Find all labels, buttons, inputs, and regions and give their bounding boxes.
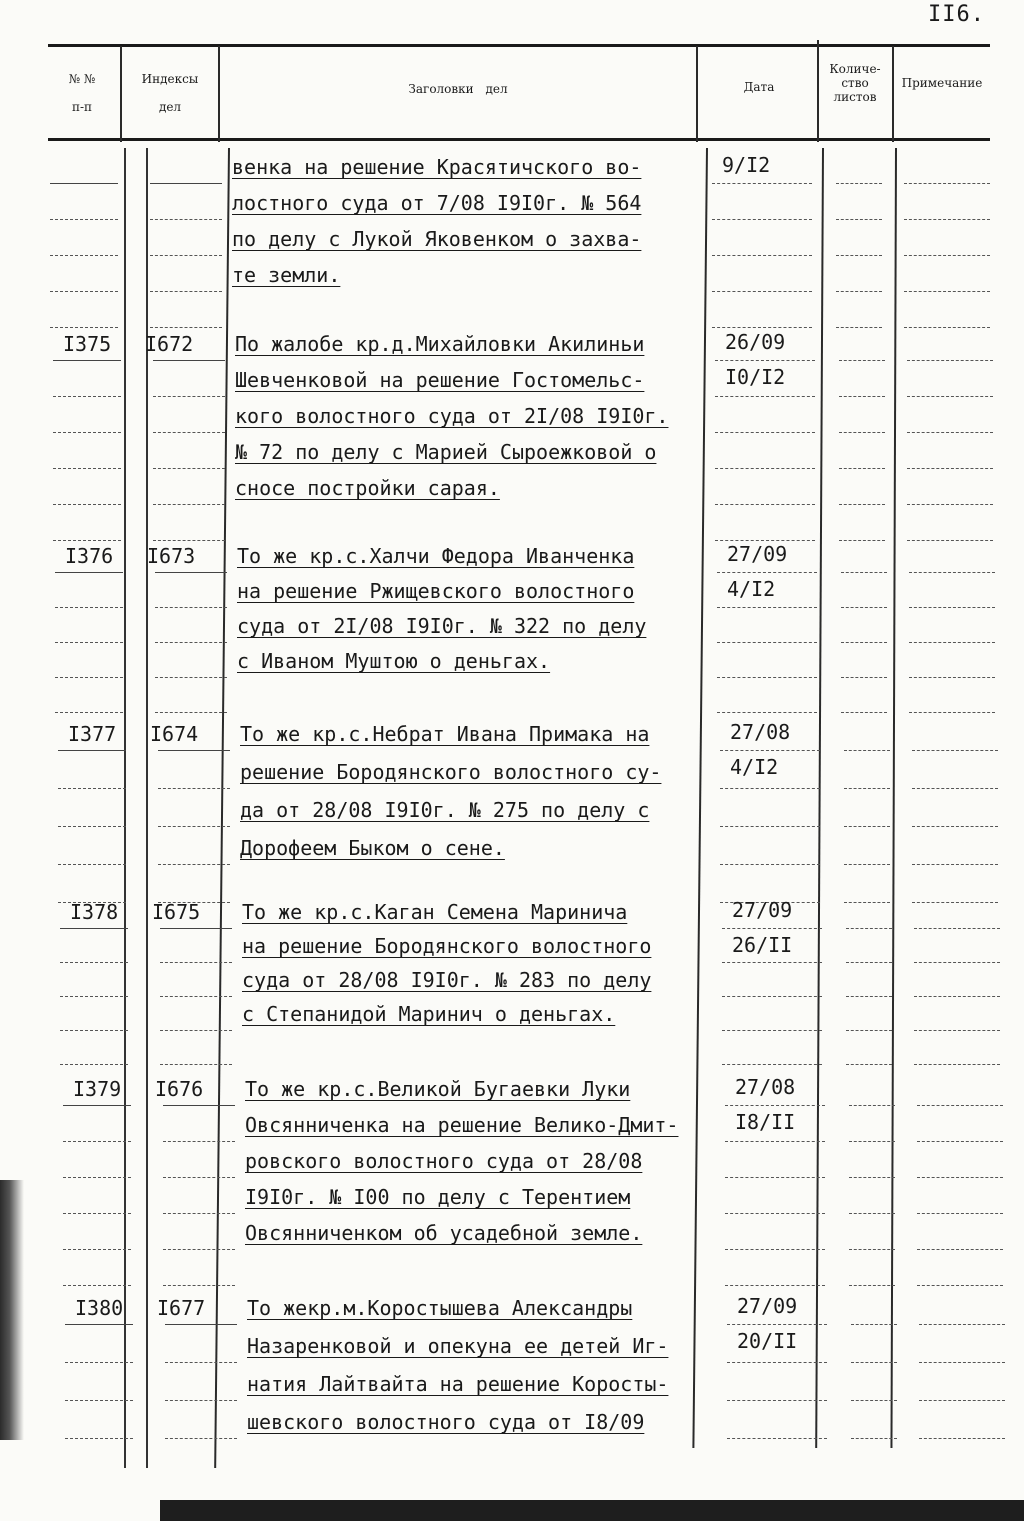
row-ruling <box>63 1249 131 1250</box>
row-ruling <box>849 1285 895 1286</box>
row-ruling <box>55 642 123 643</box>
row-ruling <box>165 1324 237 1325</box>
row-ruling <box>717 607 817 608</box>
header-col-count <box>818 62 892 104</box>
column-divider <box>120 46 122 142</box>
row-ruling <box>914 1064 1000 1065</box>
column-divider <box>815 148 824 1448</box>
row-ruling <box>919 1362 1005 1363</box>
row-ruling <box>155 572 227 573</box>
row-ruling <box>160 928 232 929</box>
column-divider <box>892 46 894 142</box>
row-ruling <box>904 183 990 184</box>
row-ruling <box>907 468 993 469</box>
row-ruling <box>53 396 121 397</box>
column-divider <box>218 46 220 142</box>
entry-title-line: Овсянниченка на решение Велико-Дмит- <box>245 1113 679 1137</box>
entry-title-line: кого волостного суда от 2I/08 I9I0г. <box>235 404 669 428</box>
row-ruling <box>60 996 128 997</box>
header-col-count-line1: Количе- <box>829 62 881 76</box>
row-ruling <box>63 1177 131 1178</box>
row-ruling <box>917 1177 1003 1178</box>
row-ruling <box>917 1105 1003 1106</box>
entry-title-line: То же кр.с.Каган Семена Маринича <box>242 900 628 924</box>
row-ruling <box>65 1438 133 1439</box>
row-ruling <box>722 962 822 963</box>
entry-title-line: Шевченковой на решение Гостомельс- <box>235 368 645 392</box>
row-ruling <box>914 928 1000 929</box>
entry-title-line: по делу с Лукой Яковенком о захва- <box>232 227 642 251</box>
row-ruling <box>839 432 885 433</box>
entry-index: I674 <box>150 722 199 746</box>
row-ruling <box>849 1105 895 1106</box>
column-divider <box>817 40 819 142</box>
row-ruling <box>153 504 225 505</box>
entry-title-line: с Иваном Муштою о деньгах. <box>237 649 551 673</box>
entry-number: I380 <box>75 1296 124 1320</box>
page-number: II6. <box>928 2 985 27</box>
row-ruling <box>836 183 882 184</box>
entry-title-line: № 72 по делу с Марией Сыроежковой о <box>235 440 657 464</box>
row-ruling <box>725 1249 825 1250</box>
row-ruling <box>717 642 817 643</box>
row-ruling <box>912 864 998 865</box>
scan-bottom-edge <box>160 1500 1024 1521</box>
row-ruling <box>63 1285 131 1286</box>
column-divider <box>696 46 698 142</box>
row-ruling <box>160 996 232 997</box>
row-ruling <box>55 572 123 573</box>
entry-title-line: То жекр.м.Коростышева Александры <box>247 1296 633 1320</box>
row-ruling <box>909 677 995 678</box>
row-ruling <box>715 540 815 541</box>
entry-title-line: Дорофеем Быком о сене. <box>240 836 505 860</box>
entry-title-line: I9I0г. № I00 по делу с Терентием <box>245 1185 631 1209</box>
entry-title-line: То же кр.с.Небрат Ивана Примака на <box>240 722 650 746</box>
row-ruling <box>155 642 227 643</box>
row-ruling <box>63 1141 131 1142</box>
row-ruling <box>60 1030 128 1031</box>
row-ruling <box>914 996 1000 997</box>
column-divider <box>692 148 708 1448</box>
entry-date: 27/08 <box>730 720 791 744</box>
row-ruling <box>712 219 812 220</box>
row-ruling <box>727 1400 827 1401</box>
header-top-rule <box>48 44 990 47</box>
row-ruling <box>907 396 993 397</box>
header-col-no-sub: п-п <box>71 100 93 114</box>
row-ruling <box>50 255 118 256</box>
row-ruling <box>904 291 990 292</box>
row-ruling <box>65 1324 133 1325</box>
row-ruling <box>65 1362 133 1363</box>
row-ruling <box>158 826 230 827</box>
row-ruling <box>717 677 817 678</box>
row-ruling <box>165 1438 237 1439</box>
row-ruling <box>844 902 890 903</box>
row-ruling <box>722 1064 822 1065</box>
header-col-index-label: Индексы <box>141 72 199 86</box>
entry-index: I672 <box>145 332 194 356</box>
row-ruling <box>919 1438 1005 1439</box>
entry-date: 26/II <box>732 933 793 957</box>
row-ruling <box>150 219 222 220</box>
entry-index: I673 <box>147 544 196 568</box>
row-ruling <box>55 607 123 608</box>
entry-number: I378 <box>70 900 119 924</box>
row-ruling <box>58 826 126 827</box>
row-ruling <box>712 327 812 328</box>
row-ruling <box>844 826 890 827</box>
row-ruling <box>715 468 815 469</box>
row-ruling <box>720 788 820 789</box>
row-ruling <box>155 607 227 608</box>
column-divider <box>124 148 126 1468</box>
entry-title-line: венка на решение Красятичского во- <box>232 155 642 179</box>
row-ruling <box>836 219 882 220</box>
entry-title-line: лостного суда от 7/08 I9I0г. № 564 <box>232 191 642 215</box>
row-ruling <box>725 1141 825 1142</box>
row-ruling <box>909 572 995 573</box>
row-ruling <box>851 1362 897 1363</box>
row-ruling <box>712 291 812 292</box>
row-ruling <box>722 1030 822 1031</box>
row-ruling <box>160 962 232 963</box>
row-ruling <box>712 183 812 184</box>
row-ruling <box>904 255 990 256</box>
header-col-no-label: № № <box>68 72 96 86</box>
row-ruling <box>907 432 993 433</box>
row-ruling <box>153 360 225 361</box>
row-ruling <box>53 468 121 469</box>
row-ruling <box>53 432 121 433</box>
row-ruling <box>150 327 222 328</box>
row-ruling <box>715 432 815 433</box>
row-ruling <box>851 1400 897 1401</box>
row-ruling <box>727 1438 827 1439</box>
row-ruling <box>715 396 815 397</box>
row-ruling <box>836 327 882 328</box>
row-ruling <box>715 504 815 505</box>
row-ruling <box>849 1177 895 1178</box>
row-ruling <box>841 642 887 643</box>
header-col-index <box>122 72 218 114</box>
entry-index: I675 <box>152 900 201 924</box>
entry-title-line: на решение Ржищевского волостного <box>237 579 635 603</box>
row-ruling <box>836 291 882 292</box>
row-ruling <box>53 504 121 505</box>
row-ruling <box>912 788 998 789</box>
row-ruling <box>712 255 812 256</box>
row-ruling <box>912 902 998 903</box>
row-ruling <box>153 396 225 397</box>
row-ruling <box>717 712 817 713</box>
row-ruling <box>844 788 890 789</box>
row-ruling <box>904 327 990 328</box>
row-ruling <box>725 1285 825 1286</box>
entry-title-line: решение Бородянского волостного су- <box>240 760 662 784</box>
row-ruling <box>720 826 820 827</box>
row-ruling <box>844 864 890 865</box>
entry-title-line: суда от 28/08 I9I0г. № 283 по делу <box>242 968 652 992</box>
column-divider <box>214 148 230 1468</box>
row-ruling <box>725 1213 825 1214</box>
row-ruling <box>849 1141 895 1142</box>
row-ruling <box>839 504 885 505</box>
row-ruling <box>163 1141 235 1142</box>
entry-date: 4/I2 <box>727 577 776 601</box>
row-ruling <box>851 1324 897 1325</box>
row-ruling <box>160 1064 232 1065</box>
row-ruling <box>917 1249 1003 1250</box>
row-ruling <box>725 1177 825 1178</box>
entry-title-line: суда от 2I/08 I9I0г. № 322 по делу <box>237 614 647 638</box>
entry-title-line: То же кр.с.Великой Бугаевки Луки <box>245 1077 631 1101</box>
row-ruling <box>849 1213 895 1214</box>
row-ruling <box>720 750 820 751</box>
row-ruling <box>160 1030 232 1031</box>
entry-date: 26/09 <box>725 330 786 354</box>
entry-number: I379 <box>73 1077 122 1101</box>
entry-title-line: шевского волостного суда от I8/09 <box>247 1410 645 1434</box>
entry-number: I375 <box>63 332 112 356</box>
row-ruling <box>165 1400 237 1401</box>
row-ruling <box>53 540 121 541</box>
row-ruling <box>909 712 995 713</box>
row-ruling <box>55 677 123 678</box>
row-ruling <box>839 468 885 469</box>
header-col-index-sub: дел <box>158 100 182 114</box>
row-ruling <box>163 1285 235 1286</box>
entry-title-line: натия Лайтвайта на решение Коросты- <box>247 1372 669 1396</box>
row-ruling <box>720 864 820 865</box>
row-ruling <box>912 750 998 751</box>
row-ruling <box>58 750 126 751</box>
entry-title-line: те земли. <box>232 263 341 287</box>
row-ruling <box>53 360 121 361</box>
row-ruling <box>58 788 126 789</box>
entry-title-line: да от 28/08 I9I0г. № 275 по делу с <box>240 798 650 822</box>
row-ruling <box>839 360 885 361</box>
entry-date: 27/09 <box>737 1294 798 1318</box>
row-ruling <box>907 504 993 505</box>
row-ruling <box>65 1400 133 1401</box>
entry-title-line: То же кр.с.Халчи Федора Иванченка <box>237 544 635 568</box>
row-ruling <box>153 540 225 541</box>
row-ruling <box>722 928 822 929</box>
row-ruling <box>907 540 993 541</box>
row-ruling <box>917 1285 1003 1286</box>
row-ruling <box>919 1400 1005 1401</box>
row-ruling <box>150 183 222 184</box>
row-ruling <box>163 1213 235 1214</box>
header-bottom-rule <box>48 138 990 141</box>
row-ruling <box>912 826 998 827</box>
entry-title-line: Назаренковой и опекуна ее детей Иг- <box>247 1334 669 1358</box>
row-ruling <box>153 468 225 469</box>
row-ruling <box>60 962 128 963</box>
row-ruling <box>715 360 815 361</box>
entry-date: 9/I2 <box>722 153 771 177</box>
row-ruling <box>163 1177 235 1178</box>
header-col-note: Примечание <box>901 76 983 90</box>
row-ruling <box>909 607 995 608</box>
entry-number: I376 <box>65 544 114 568</box>
row-ruling <box>841 607 887 608</box>
column-divider <box>890 148 897 1448</box>
row-ruling <box>919 1324 1005 1325</box>
row-ruling <box>846 1064 892 1065</box>
entry-date: 27/09 <box>732 898 793 922</box>
entry-title-line: ровского волостного суда от 28/08 <box>245 1149 643 1173</box>
row-ruling <box>917 1141 1003 1142</box>
row-ruling <box>63 1105 131 1106</box>
row-ruling <box>158 750 230 751</box>
row-ruling <box>839 540 885 541</box>
entry-date: I0/I2 <box>725 365 786 389</box>
entry-title-line: Овсянниченком об усадебной земле. <box>245 1221 643 1245</box>
row-ruling <box>727 1362 827 1363</box>
row-ruling <box>851 1438 897 1439</box>
row-ruling <box>150 255 222 256</box>
entry-index: I676 <box>155 1077 204 1101</box>
header-col-date: Дата <box>743 80 775 94</box>
row-ruling <box>165 1362 237 1363</box>
row-ruling <box>60 928 128 929</box>
row-ruling <box>844 750 890 751</box>
entry-title-line: По жалобе кр.д.Михайловки Акилиньи <box>235 332 645 356</box>
row-ruling <box>841 677 887 678</box>
header-col-title: Заголовки дел <box>408 82 508 96</box>
row-ruling <box>158 788 230 789</box>
row-ruling <box>725 1105 825 1106</box>
row-ruling <box>841 712 887 713</box>
entry-date: 4/I2 <box>730 755 779 779</box>
header-col-count-line3: листов <box>833 90 877 104</box>
entry-title-line: на решение Бородянского волостного <box>242 934 652 958</box>
row-ruling <box>158 864 230 865</box>
entry-date: I8/II <box>735 1110 796 1134</box>
row-ruling <box>50 327 118 328</box>
entry-date: 27/08 <box>735 1075 796 1099</box>
entry-date: 20/II <box>737 1329 798 1353</box>
row-ruling <box>50 183 118 184</box>
entry-title-line: сносе постройки сарая. <box>235 476 500 500</box>
row-ruling <box>722 996 822 997</box>
row-ruling <box>55 712 123 713</box>
row-ruling <box>904 219 990 220</box>
row-ruling <box>717 572 817 573</box>
row-ruling <box>163 1105 235 1106</box>
row-ruling <box>836 255 882 256</box>
row-ruling <box>60 1064 128 1065</box>
row-ruling <box>917 1213 1003 1214</box>
header-col-count-line2: ство <box>841 76 869 90</box>
row-ruling <box>846 996 892 997</box>
scan-edge-shadow <box>0 1180 24 1440</box>
row-ruling <box>846 928 892 929</box>
row-ruling <box>849 1249 895 1250</box>
row-ruling <box>150 291 222 292</box>
entry-date: 27/09 <box>727 542 788 566</box>
row-ruling <box>163 1249 235 1250</box>
entry-title-line: с Степанидой Маринич о деньгах. <box>242 1002 616 1026</box>
entry-number: I377 <box>68 722 117 746</box>
entry-index: I677 <box>157 1296 206 1320</box>
row-ruling <box>907 360 993 361</box>
row-ruling <box>50 219 118 220</box>
row-ruling <box>909 642 995 643</box>
row-ruling <box>63 1213 131 1214</box>
row-ruling <box>846 962 892 963</box>
row-ruling <box>846 1030 892 1031</box>
row-ruling <box>914 962 1000 963</box>
row-ruling <box>58 864 126 865</box>
header-col-no <box>52 72 112 114</box>
row-ruling <box>155 712 227 713</box>
row-ruling <box>914 1030 1000 1031</box>
row-ruling <box>153 432 225 433</box>
row-ruling <box>839 396 885 397</box>
row-ruling <box>50 291 118 292</box>
row-ruling <box>841 572 887 573</box>
row-ruling <box>727 1324 827 1325</box>
row-ruling <box>155 677 227 678</box>
